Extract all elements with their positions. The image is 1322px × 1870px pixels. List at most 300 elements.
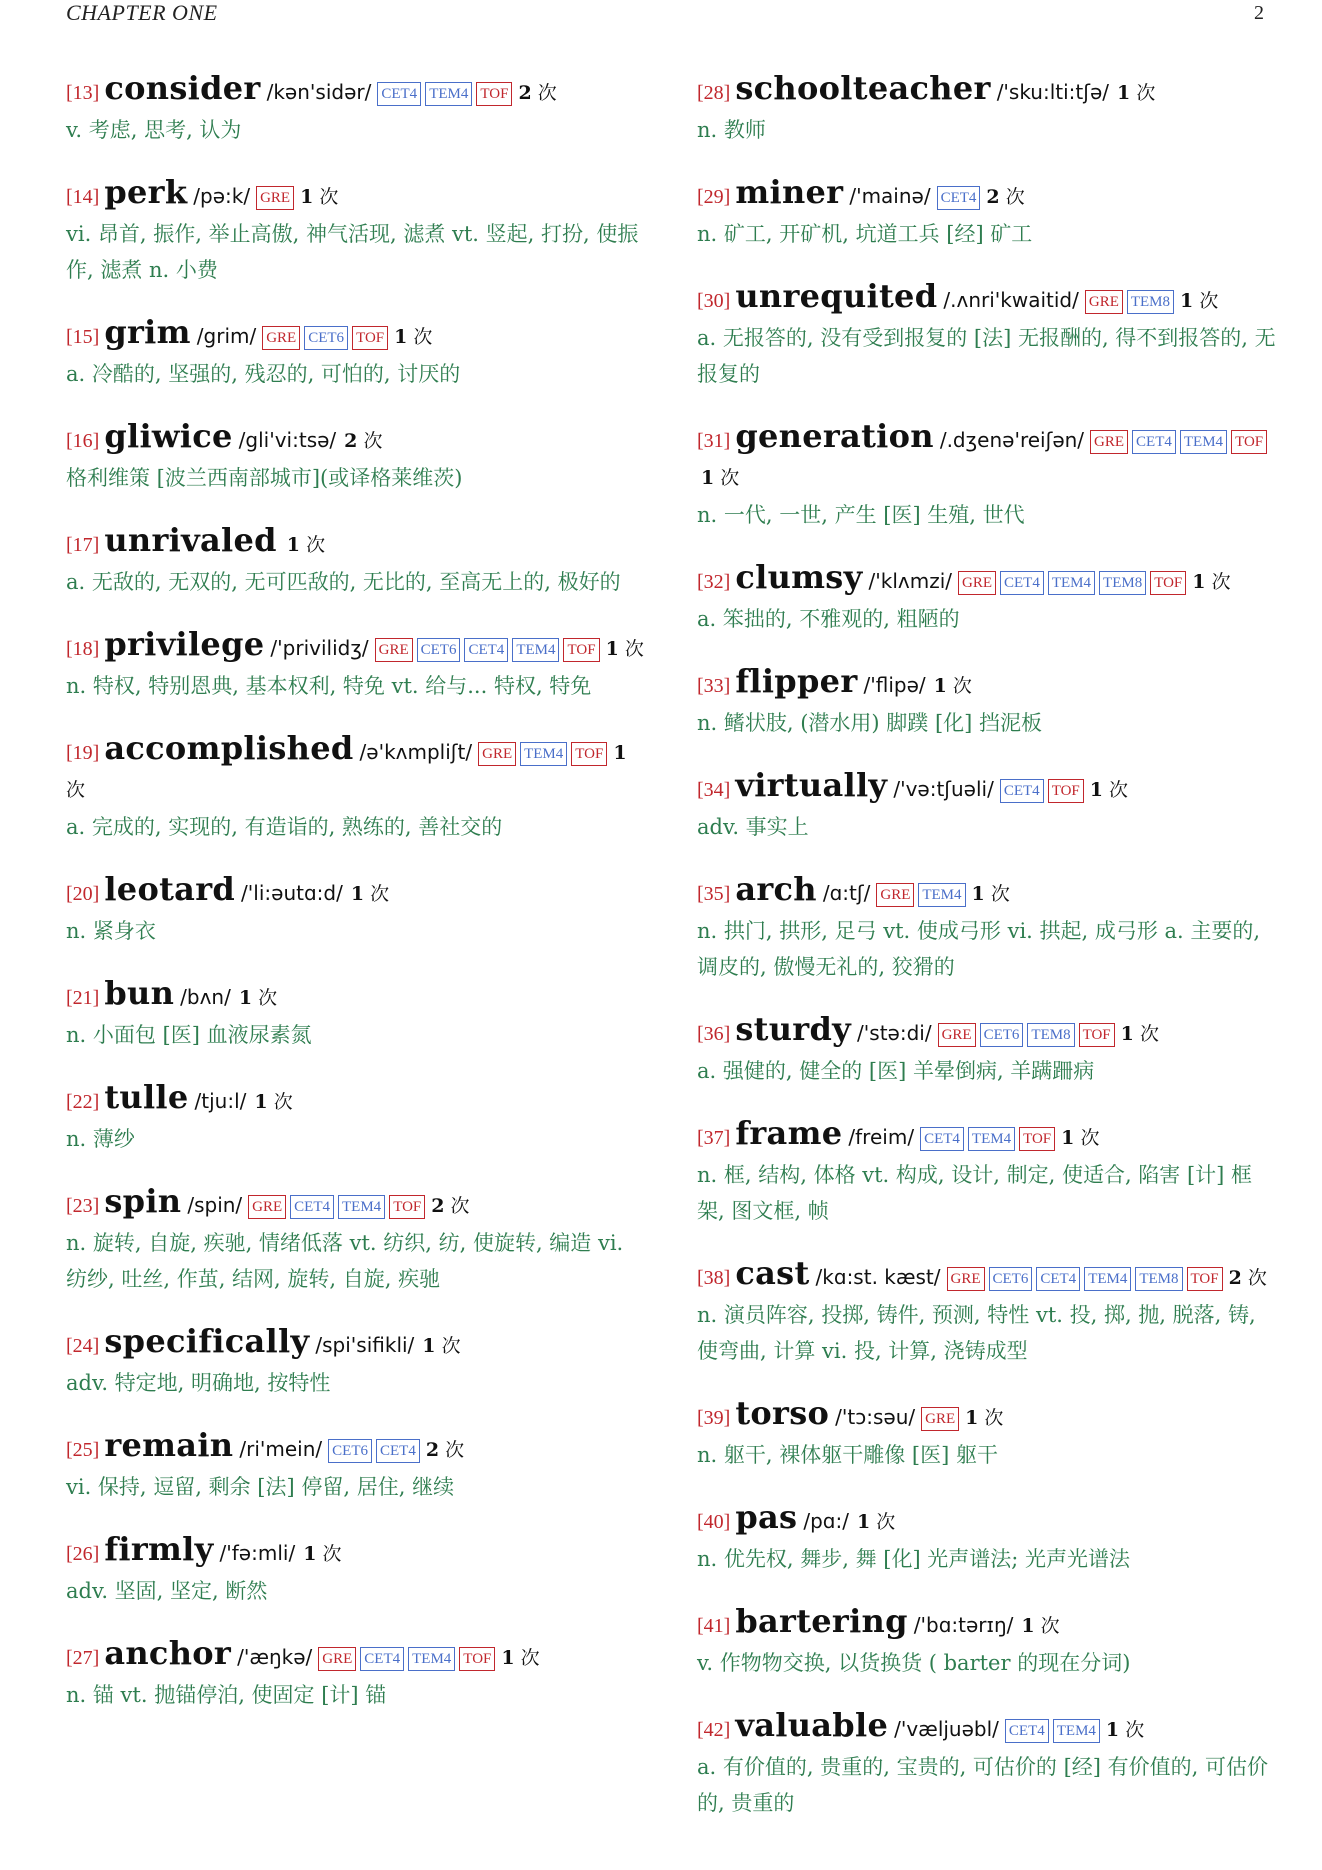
phonetic-transcription: /pɑ:/	[803, 1509, 849, 1533]
exam-tag: TEM4	[408, 1647, 455, 1671]
headword: virtually	[735, 766, 888, 804]
entry-headline	[697, 1011, 1277, 1053]
exam-tag: CET4	[937, 186, 981, 210]
exam-tag: TEM4	[918, 883, 965, 907]
frequency-count	[986, 186, 1024, 208]
exam-tag: TEM8	[1027, 1023, 1074, 1047]
exam-tag: GRE	[921, 1407, 959, 1431]
entry-number: [24]	[66, 1335, 100, 1357]
dictionary-entry	[66, 975, 646, 1053]
entry-headline	[66, 314, 646, 356]
exam-tag: TOF	[1079, 1023, 1115, 1047]
definition: n. 特权, 特别恩典, 基本权利, 特免 vt. 给与... 特权, 特免	[66, 674, 592, 698]
exam-tag: TOF	[1019, 1127, 1055, 1151]
phonetic-transcription: /ɑ:tʃ/	[822, 881, 871, 905]
page-header	[0, 0, 1322, 28]
headword: arch	[735, 870, 817, 908]
frequency-number: 1	[965, 1407, 979, 1429]
frequency-unit: 次	[1211, 571, 1231, 593]
entry-headline	[697, 1395, 1277, 1437]
entry-number: [23]	[66, 1195, 100, 1217]
phonetic-transcription: /ə'kʌmpliʃt/	[359, 740, 473, 764]
exam-tag: TEM4	[425, 82, 472, 106]
frequency-count	[1192, 571, 1230, 593]
headword: clumsy	[735, 558, 863, 596]
headword: sturdy	[735, 1010, 852, 1048]
definition: n. 小面包 [医] 血液尿素氮	[66, 1023, 312, 1047]
definition: adv. 事实上	[697, 815, 809, 839]
exam-tag: GRE	[375, 638, 413, 662]
definition: n. 拱门, 拱形, 足弓 vt. 使成弓形 vi. 拱起, 成弓形 a. 主要的, 调皮的, 傲慢无礼的, 狡猾的	[697, 919, 1261, 979]
dictionary-entry	[697, 1255, 1277, 1369]
definition: n. 薄纱	[66, 1127, 135, 1151]
exam-tag: TEM4	[968, 1127, 1015, 1151]
dictionary-entry	[697, 871, 1277, 985]
exam-tag: CET6	[328, 1439, 372, 1463]
phonetic-transcription: /'flipə/	[863, 673, 926, 697]
frequency-unit: 次	[450, 1195, 470, 1217]
exam-tag: GRE	[478, 742, 516, 766]
definition: a. 笨拙的, 不雅观的, 粗陋的	[697, 607, 960, 631]
exam-tag: TEM4	[338, 1195, 385, 1219]
exam-tag: TOF	[1048, 779, 1084, 803]
frequency-count	[1121, 1023, 1159, 1045]
headword: torso	[735, 1394, 830, 1432]
entry-headline	[697, 1707, 1277, 1749]
entry-number: [37]	[697, 1127, 731, 1149]
entry-number: [22]	[66, 1091, 100, 1113]
frequency-number: 2	[518, 82, 532, 104]
exam-tag: TEM4	[1180, 430, 1227, 454]
headword: unrequited	[735, 277, 938, 315]
exam-tag: TOF	[1150, 571, 1186, 595]
headword: grim	[104, 313, 191, 351]
frequency-count	[254, 1091, 292, 1113]
right-column	[697, 70, 1277, 1847]
frequency-number: 1	[1180, 290, 1194, 312]
exam-tag: CET4	[360, 1647, 404, 1671]
dictionary-entry	[66, 418, 646, 496]
definition: n. 紧身衣	[66, 919, 156, 943]
entry-headline	[697, 70, 1277, 112]
frequency-count	[934, 675, 972, 697]
entry-headline	[66, 1531, 646, 1573]
left-column	[66, 70, 646, 1739]
entry-headline	[697, 174, 1277, 216]
frequency-count	[1117, 82, 1155, 104]
frequency-count	[1229, 1267, 1267, 1289]
exam-tag: CET4	[1000, 779, 1044, 803]
definition: adv. 特定地, 明确地, 按特性	[66, 1371, 331, 1395]
entry-number: [19]	[66, 742, 100, 764]
frequency-count	[501, 1647, 539, 1669]
exam-tag: CET4	[1005, 1719, 1049, 1743]
phonetic-transcription: /'mainə/	[849, 184, 931, 208]
phonetic-transcription: /.dʒenə'reiʃən/	[939, 428, 1085, 452]
phonetic-transcription: /'fə:mli/	[219, 1541, 296, 1565]
headword: frame	[735, 1114, 843, 1152]
frequency-number: 1	[300, 186, 314, 208]
phonetic-transcription: /'klʌmzi/	[868, 569, 953, 593]
frequency-unit: 次	[363, 430, 383, 452]
frequency-unit: 次	[1199, 290, 1219, 312]
frequency-number: 1	[303, 1543, 317, 1565]
phonetic-transcription: /'væljuəbl/	[894, 1717, 999, 1741]
exam-tag: TOF	[1187, 1267, 1223, 1291]
dictionary-entry	[66, 871, 646, 949]
phonetic-transcription: /freim/	[848, 1125, 915, 1149]
exam-tag: CET6	[980, 1023, 1024, 1047]
frequency-number: 1	[1021, 1615, 1035, 1637]
entry-number: [20]	[66, 883, 100, 905]
phonetic-transcription: /kən'sidər/	[266, 80, 372, 104]
entry-number: [25]	[66, 1439, 100, 1461]
definition: a. 完成的, 实现的, 有造诣的, 熟练的, 善社交的	[66, 815, 503, 839]
entry-number: [15]	[66, 326, 100, 348]
entry-headline	[66, 871, 646, 913]
frequency-count	[972, 883, 1010, 905]
headword: perk	[104, 173, 188, 211]
entry-headline	[697, 871, 1277, 913]
exam-tag: CET6	[417, 638, 461, 662]
dictionary-entry	[697, 278, 1277, 392]
frequency-unit: 次	[520, 1647, 540, 1669]
headword: anchor	[104, 1634, 232, 1672]
frequency-number: 1	[422, 1335, 436, 1357]
entry-number: [28]	[697, 82, 731, 104]
dictionary-entry	[66, 1323, 646, 1401]
entry-number: [34]	[697, 779, 731, 801]
frequency-count	[1061, 1127, 1099, 1149]
frequency-count	[1180, 290, 1218, 312]
entry-number: [26]	[66, 1543, 100, 1565]
frequency-unit: 次	[370, 883, 390, 905]
frequency-number: 1	[933, 675, 947, 697]
entry-number: [17]	[66, 534, 100, 556]
frequency-count	[518, 82, 556, 104]
frequency-count	[701, 467, 739, 489]
entry-number: [32]	[697, 571, 731, 593]
frequency-unit: 次	[537, 82, 557, 104]
exam-tag: GRE	[256, 186, 294, 210]
phonetic-transcription: /bʌn/	[180, 985, 231, 1009]
frequency-number: 1	[605, 638, 619, 660]
frequency-number: 1	[1105, 1719, 1120, 1741]
definition: n. 锚 vt. 抛锚停泊, 使固定 [计] 锚	[66, 1683, 387, 1707]
dictionary-entry	[66, 730, 646, 845]
dictionary-entry	[697, 174, 1277, 252]
headword: bartering	[735, 1602, 908, 1640]
dictionary-entry	[66, 174, 646, 288]
exam-tag: CET4	[920, 1127, 964, 1151]
entry-headline	[66, 1183, 646, 1225]
entry-headline	[66, 730, 646, 809]
frequency-number: 1	[394, 326, 408, 348]
phonetic-transcription: /spi'sifikli/	[315, 1333, 415, 1357]
headword: bun	[104, 974, 175, 1012]
phonetic-transcription: /ri'mein/	[239, 1437, 323, 1461]
headword: privilege	[104, 625, 265, 663]
entry-headline	[697, 1603, 1277, 1645]
entry-number: [42]	[697, 1719, 731, 1741]
dictionary-entry	[697, 1707, 1277, 1821]
exam-tag: TEM8	[1127, 290, 1174, 314]
entry-number: [41]	[697, 1615, 731, 1637]
exam-tag: CET6	[989, 1267, 1033, 1291]
exam-tag: GRE	[248, 1195, 286, 1219]
entry-number: [33]	[697, 675, 731, 697]
dictionary-entry	[697, 1011, 1277, 1089]
frequency-unit: 次	[990, 883, 1010, 905]
frequency-unit: 次	[1040, 1615, 1060, 1637]
headword: cast	[735, 1254, 810, 1292]
dictionary-entry	[697, 559, 1277, 637]
frequency-unit: 次	[413, 326, 433, 348]
entry-number: [18]	[66, 638, 100, 660]
frequency-count	[422, 1335, 460, 1357]
headword: unrivaled	[104, 521, 277, 559]
frequency-number: 1	[856, 1511, 871, 1533]
entry-number: [39]	[697, 1407, 731, 1429]
frequency-unit: 次	[319, 186, 339, 208]
headword: tulle	[104, 1078, 189, 1116]
exam-tag: TOF	[571, 742, 607, 766]
entry-number: [31]	[697, 430, 731, 452]
definition: vi. 保持, 逗留, 剩余 [法] 停留, 居住, 继续	[66, 1475, 455, 1499]
exam-tag: TEM4	[520, 742, 567, 766]
dictionary-entry	[697, 1603, 1277, 1681]
entry-headline	[697, 1255, 1277, 1297]
exam-tag: TOF	[459, 1647, 495, 1671]
headword: remain	[104, 1426, 234, 1464]
frequency-count	[1106, 1719, 1144, 1741]
exam-tag: TEM8	[1099, 571, 1146, 595]
frequency-count	[606, 638, 644, 660]
frequency-count	[287, 534, 325, 556]
dictionary-entry	[66, 522, 646, 600]
frequency-unit: 次	[1080, 1127, 1100, 1149]
exam-tag: TEM8	[1135, 1267, 1182, 1291]
phonetic-transcription: /grim/	[196, 324, 257, 348]
definition: n. 矿工, 开矿机, 坑道工兵 [经] 矿工	[697, 222, 1033, 246]
exam-tag: TOF	[1231, 430, 1267, 454]
exam-tag: GRE	[1090, 430, 1128, 454]
frequency-number: 2	[1228, 1267, 1242, 1289]
frequency-number: 1	[238, 987, 253, 1009]
entry-headline	[697, 663, 1277, 705]
frequency-count	[1090, 779, 1128, 801]
entry-number: [13]	[66, 82, 100, 104]
entry-number: [21]	[66, 987, 100, 1009]
frequency-unit: 次	[1109, 779, 1129, 801]
exam-tag: GRE	[947, 1267, 985, 1291]
frequency-unit: 次	[1005, 186, 1025, 208]
headword: firmly	[104, 1530, 214, 1568]
definition: v. 作物物交换, 以货换货 ( barter 的现在分词)	[697, 1651, 1131, 1675]
dictionary-entry	[66, 1427, 646, 1505]
frequency-unit: 次	[322, 1543, 342, 1565]
headword: spin	[104, 1182, 182, 1220]
entry-headline	[66, 1323, 646, 1365]
frequency-number: 1	[254, 1091, 268, 1113]
frequency-number: 1	[1089, 779, 1103, 801]
frequency-number: 1	[1120, 1023, 1134, 1045]
headword: accomplished	[104, 729, 354, 767]
frequency-count	[426, 1439, 464, 1461]
entry-number: [27]	[66, 1647, 100, 1669]
exam-tag: CET4	[376, 1439, 420, 1463]
frequency-unit: 次	[306, 534, 326, 556]
definition: n. 旋转, 自旋, 疾驰, 情绪低落 vt. 纺织, 纺, 使旋转, 编造 vi. 纺纱, 吐丝, 作茧, 结网, 旋转, 自旋, 疾驰	[66, 1231, 624, 1291]
entry-headline	[66, 626, 646, 668]
dictionary-entry	[66, 1531, 646, 1609]
exam-tag: CET4	[1036, 1267, 1080, 1291]
entry-number: [16]	[66, 430, 100, 452]
definition: n. 演员阵容, 投掷, 铸件, 预测, 特性 vt. 投, 掷, 抛, 脱落, 铸, 使弯曲, 计算 vi. 投, 计算, 浇铸成型	[697, 1303, 1256, 1363]
definition: a. 冷酷的, 坚强的, 残忍的, 可怕的, 讨厌的	[66, 362, 461, 386]
exam-tag: GRE	[958, 571, 996, 595]
entry-number: [36]	[697, 1023, 731, 1045]
definition: n. 一代, 一世, 产生 [医] 生殖, 世代	[697, 503, 1025, 527]
exam-tag: TOF	[389, 1195, 425, 1219]
page-number: 2	[1254, 2, 1264, 24]
frequency-unit: 次	[876, 1511, 896, 1533]
frequency-number: 2	[344, 430, 358, 452]
entry-number: [40]	[697, 1511, 731, 1533]
entry-headline	[697, 767, 1277, 809]
headword: pas	[735, 1498, 798, 1536]
frequency-count	[394, 326, 432, 348]
frequency-unit: 次	[258, 987, 278, 1009]
definition: n. 鳍状肢, (潜水用) 脚蹼 [化] 挡泥板	[697, 711, 1043, 735]
frequency-unit: 次	[1247, 1267, 1267, 1289]
exam-tag: GRE	[876, 883, 914, 907]
dictionary-entry	[66, 1635, 646, 1713]
definition: a. 无报答的, 没有受到报复的 [法] 无报酬的, 得不到报答的, 无报复的	[697, 326, 1276, 386]
frequency-unit: 次	[720, 467, 740, 489]
frequency-number: 1	[701, 467, 715, 489]
entry-number: [14]	[66, 186, 100, 208]
definition: n. 躯干, 裸体躯干雕像 [医] 躯干	[697, 1443, 998, 1467]
frequency-number: 1	[613, 742, 627, 764]
phonetic-transcription: /'privilidʒ/	[270, 636, 369, 660]
entry-headline	[66, 1635, 646, 1677]
dictionary-entry	[66, 626, 646, 704]
frequency-count	[239, 987, 277, 1009]
dictionary-entry	[66, 1079, 646, 1157]
frequency-number: 2	[431, 1195, 445, 1217]
frequency-unit: 次	[952, 675, 972, 697]
entry-headline	[66, 174, 646, 216]
definition: vi. 昂首, 振作, 举止高傲, 神气活现, 滤煮 vt. 竖起, 打扮, 使振作, 滤煮 n. 小费	[66, 222, 639, 282]
entry-headline	[697, 559, 1277, 601]
entry-headline	[697, 418, 1277, 497]
exam-tag: GRE	[1085, 290, 1123, 314]
frequency-count	[300, 186, 338, 208]
dictionary-entry	[697, 1395, 1277, 1473]
definition: v. 考虑, 思考, 认为	[66, 118, 242, 142]
exam-tag: TEM4	[1053, 1719, 1100, 1743]
frequency-count	[965, 1407, 1003, 1429]
entry-headline	[66, 1079, 646, 1121]
frequency-count	[857, 1511, 895, 1533]
headword: leotard	[104, 870, 236, 908]
exam-tag: GRE	[318, 1647, 356, 1671]
frequency-unit: 次	[624, 638, 644, 660]
frequency-unit: 次	[1125, 1719, 1145, 1741]
phonetic-transcription: /spin/	[187, 1193, 243, 1217]
entry-headline	[66, 1427, 646, 1469]
dictionary-entry	[697, 418, 1277, 533]
exam-tag: TEM4	[1048, 571, 1095, 595]
definition: a. 无敌的, 无双的, 无可匹敌的, 无比的, 至高无上的, 极好的	[66, 570, 621, 594]
entry-headline	[697, 1115, 1277, 1157]
phonetic-transcription: /'bɑ:tərɪŋ/	[913, 1613, 1014, 1637]
exam-tag: TOF	[352, 326, 388, 350]
frequency-unit: 次	[984, 1407, 1004, 1429]
frequency-number: 1	[1117, 82, 1131, 104]
dictionary-entry	[66, 70, 646, 148]
dictionary-entry	[697, 767, 1277, 845]
phonetic-transcription: /'sku:lti:tʃə/	[996, 80, 1110, 104]
exam-tag: GRE	[262, 326, 300, 350]
exam-tag: CET4	[1000, 571, 1044, 595]
entry-number: [30]	[697, 290, 731, 312]
entry-headline	[66, 70, 646, 112]
frequency-count	[351, 883, 389, 905]
entry-headline	[697, 1499, 1277, 1541]
frequency-number: 1	[286, 534, 301, 556]
dictionary-entry	[697, 663, 1277, 741]
frequency-count	[431, 1195, 469, 1217]
frequency-unit: 次	[1139, 1023, 1159, 1045]
phonetic-transcription: /'tɔ:səu/	[835, 1405, 916, 1429]
definition: adv. 坚固, 坚定, 断然	[66, 1579, 268, 1603]
phonetic-transcription: /'æŋkə/	[237, 1645, 313, 1669]
headword: generation	[735, 417, 934, 455]
phonetic-transcription: /'li:əutɑ:d/	[241, 881, 343, 905]
phonetic-transcription: /'stə:di/	[857, 1021, 932, 1045]
frequency-number: 1	[971, 883, 985, 905]
phonetic-transcription: /pə:k/	[193, 184, 251, 208]
headword: gliwice	[104, 417, 233, 455]
entry-number: [38]	[697, 1267, 731, 1289]
frequency-unit: 次	[66, 779, 86, 801]
headword: specifically	[104, 1322, 310, 1360]
phonetic-transcription: /kɑ:st. kæst/	[815, 1265, 941, 1289]
definition: a. 有价值的, 贵重的, 宝贵的, 可估价的 [经] 有价值的, 可估价的, 贵重的	[697, 1755, 1269, 1815]
frequency-count	[1021, 1615, 1059, 1637]
headword: consider	[104, 69, 261, 107]
headword: valuable	[735, 1706, 889, 1744]
frequency-number: 2	[425, 1439, 440, 1461]
chapter-title: CHAPTER ONE	[66, 0, 218, 25]
entry-headline	[66, 418, 646, 460]
headword: flipper	[735, 662, 858, 700]
dictionary-entry	[697, 70, 1277, 148]
definition: a. 强健的, 健全的 [医] 羊晕倒病, 羊蹒跚病	[697, 1059, 1095, 1083]
exam-tag: TOF	[563, 638, 599, 662]
frequency-number: 1	[501, 1647, 515, 1669]
exam-tag: CET4	[290, 1195, 334, 1219]
exam-tag: TOF	[476, 82, 512, 106]
exam-tag: TEM4	[512, 638, 559, 662]
definition: 格利维策 [波兰西南部城市](或译格莱维茨)	[66, 466, 463, 490]
definition: n. 优先权, 舞步, 舞 [化] 光声谱法; 光声光谱法	[697, 1547, 1131, 1571]
exam-tag: CET4	[464, 638, 508, 662]
frequency-number: 1	[350, 883, 365, 905]
dictionary-entry	[66, 314, 646, 392]
